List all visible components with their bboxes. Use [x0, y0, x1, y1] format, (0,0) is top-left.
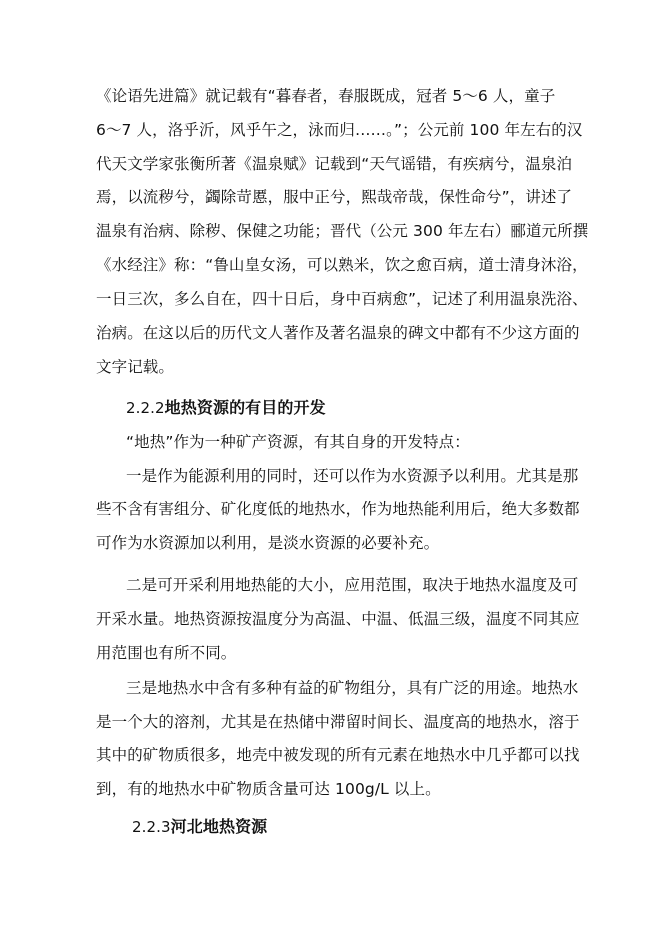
text-line: 《水经注》称：“鲁山皇女汤，可以熟米，饮之愈百病，道士清身沐浴， [96, 256, 588, 274]
text-line: 三是地热水中含有多种有益的矿物组分，具有广泛的用途。地热水 [126, 679, 579, 697]
text-line: 可作为水资源加以利用，是淡水资源的必要补充。 [96, 534, 440, 552]
text-line: 开采水量。地热资源按温度分为高温、中温、低温三级，温度不同其应 [96, 610, 580, 628]
text-line: 是一个大的溶剂，尤其是在热储中滞留时间长、温度高的地热水，溶于 [96, 713, 580, 731]
section-heading-2-2-2 [126, 398, 326, 418]
text-line: 文字记载。 [96, 358, 175, 376]
text-line: 其中的矿物质很多，地壳中被发现的所有元素在地热水中几乎都可以找 [96, 746, 580, 764]
text-line: 二是可开采利用地热能的大小，应用范围，取决于地热水温度及可 [126, 576, 579, 594]
text-line: 《论语先进篇》就记载有“暮春者，春服既成，冠者 5～6 人，童子 [96, 87, 556, 105]
section-title: 河北地热资源 [170, 817, 268, 836]
text-line: 6～7 人，洛乎沂，风乎午之，泳而归……。”；公元前 100 年左右的汉 [96, 121, 583, 139]
section-number: 2.2.2 [126, 399, 165, 417]
text-line: 到，有的地热水中矿物质含量可达 100g/L 以上。 [96, 780, 441, 798]
text-line: 一是作为能源利用的同时，还可以作为水资源予以利用。尤其是那 [126, 467, 579, 485]
section-heading-2-2-3 [132, 817, 267, 837]
text-line: 温泉有治病、除秽、保健之功能；晋代（公元 300 年左右）郦道元所撰 [96, 222, 589, 240]
text-line: 些不含有害组分、矿化度低的地热水，作为地热能利用后，绝大多数都 [96, 500, 580, 518]
section-title: 地热资源的有目的开发 [164, 398, 326, 417]
text-line: 焉，以流秽兮，蠲除苛慝，服中正兮，熙哉帝哉，保性命兮”，讲述了 [96, 188, 573, 206]
text-line: 用范围也有所不同。 [96, 644, 237, 662]
text-line: “地热”作为一种矿产资源，有其自身的开发特点： [126, 433, 470, 451]
text-line: 一日三次，多么自在，四十日后，身中百病愈”，记述了利用温泉洗浴、 [96, 290, 588, 308]
text-line: 治病。在这以后的历代文人著作及著名温泉的碑文中都有不少这方面的 [96, 324, 580, 342]
text-line: 代天文学家张衡所著《温泉赋》记载到“天气谣错，有疾病兮，温泉泊 [96, 155, 573, 173]
section-number: 2.2.3 [132, 818, 171, 836]
